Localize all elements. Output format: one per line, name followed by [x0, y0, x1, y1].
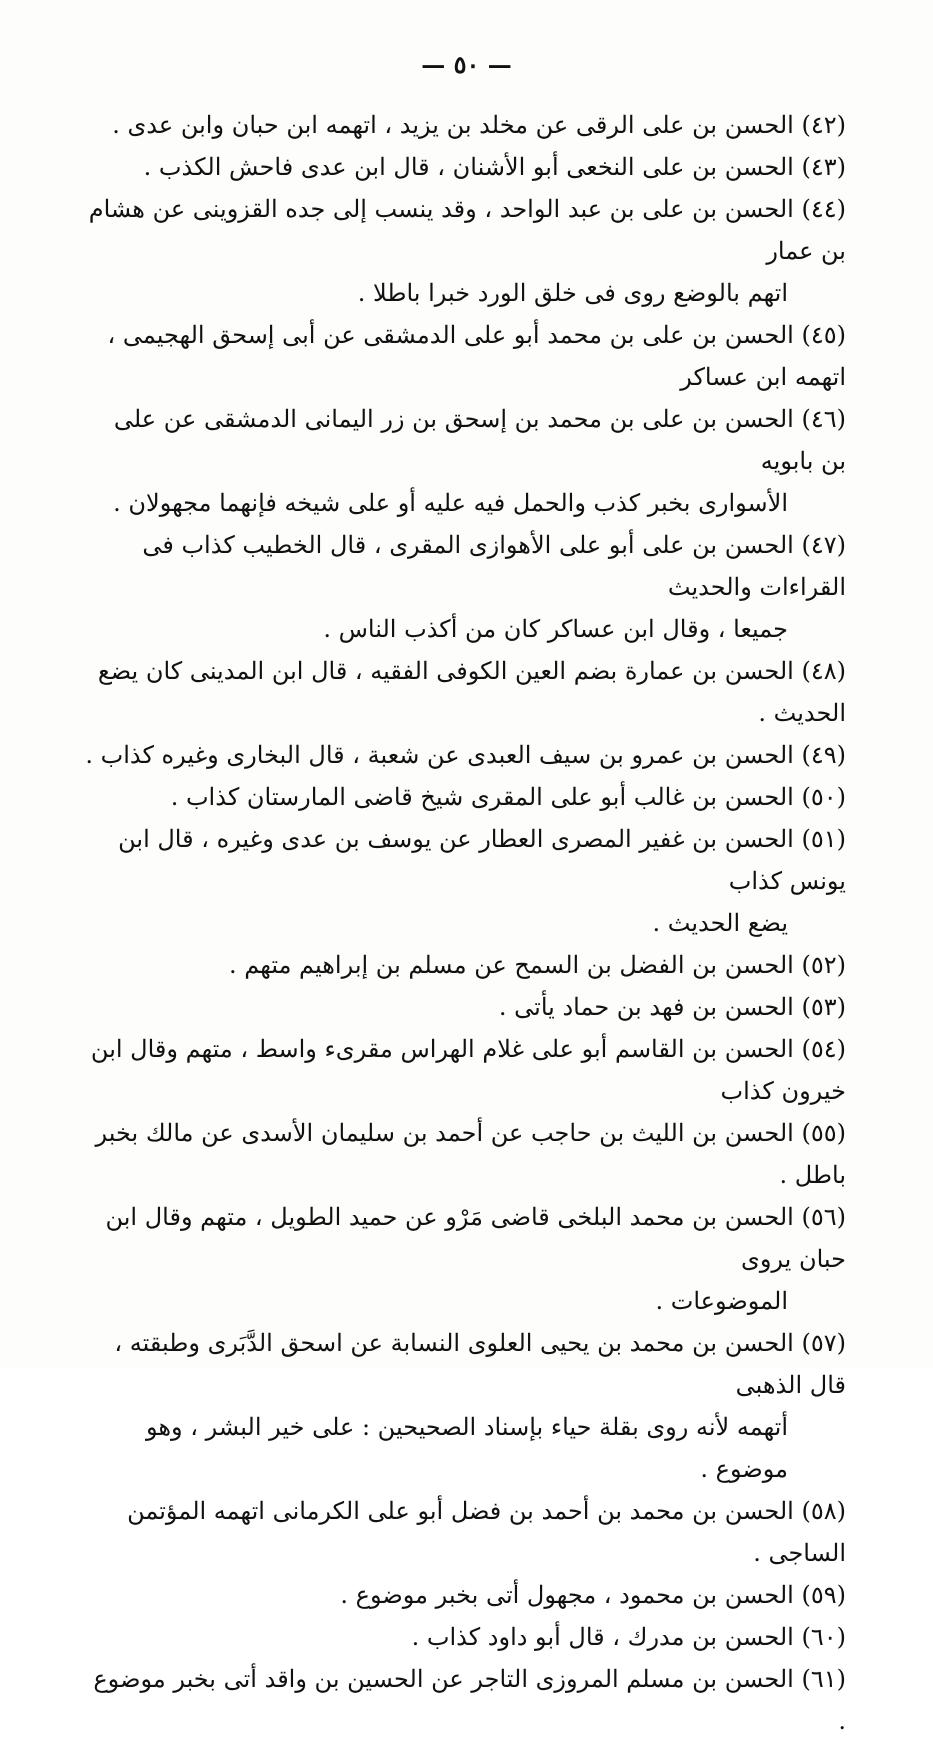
entry-line: (٥٦) الحسن بن محمد البلخى قاضى مَرْو عن حميد الطويل ، متهم وقال ابن حبان يروى: [105, 1203, 846, 1273]
entry-line: (٥٥) الحسن بن الليث بن حاجب عن أحمد بن سليمان الأسدى عن مالك بخبر باطل .: [95, 1119, 846, 1189]
entry-50: [84, 776, 846, 818]
entry-line: (٥٣) الحسن بن فهد بن حماد يأتى .: [498, 993, 846, 1021]
entry-61: [84, 1658, 846, 1742]
entry-line: (٤٥) الحسن بن على بن محمد أبو على الدمشقى عن أبى إسحق الهجيمى ، اتهمه ابن عساكر: [107, 321, 846, 391]
entry-continuation: الموضوعات .: [655, 1287, 788, 1315]
entry-45: [84, 314, 846, 398]
entry-continuation: الأسوارى بخبر كذب والحمل فيه عليه أو على شيخه فإنهما مجهولان .: [113, 489, 788, 517]
entry-continuation: جميعا ، وقال ابن عساكر كان من أكذب الناس .: [323, 615, 788, 643]
entry-60: [84, 1616, 846, 1658]
entry-line: (٥٤) الحسن بن القاسم أبو على غلام الهراس مقرىء واسط ، متهم وقال ابن خيرون كذاب: [90, 1035, 846, 1105]
entry-58: [84, 1490, 846, 1574]
entry-line: (٤٨) الحسن بن عمارة بضم العين الكوفى الفقيه ، قال ابن المدينى كان يضع الحديث .: [97, 657, 846, 727]
entry-54: [84, 1028, 846, 1112]
entry-line: (٤٧) الحسن بن على أبو على الأهوازى المقرى ، قال الخطيب كذاب فى القراءات والحديث: [142, 531, 846, 601]
entry-line: (٤٢) الحسن بن على الرقى عن مخلد بن يزيد ، اتهمه ابن حبان وابن عدى .: [112, 111, 846, 139]
entry-55: [84, 1112, 846, 1196]
entry-59: [84, 1574, 846, 1616]
entry-49: [84, 734, 846, 776]
entry-53: [84, 986, 846, 1028]
entry-line: (٤٦) الحسن بن على بن محمد بن إسحق بن زر اليمانى الدمشقى عن على بن بابويه: [113, 405, 846, 475]
entry-line: (٥٨) الحسن بن محمد بن أحمد بن فضل أبو على الكرمانى اتهمه المؤتمن الساجى .: [127, 1497, 846, 1567]
entry-48: [84, 650, 846, 734]
entries-list: [84, 104, 846, 1742]
entry-continuation: اتهم بالوضع روى فى خلق الورد خبرا باطلا .: [357, 279, 788, 307]
entry-continuation: أتهمه لأنه روى بقلة حياء بإسناد الصحيحين : على خير البشر ، وهو موضوع .: [145, 1413, 788, 1483]
entry-line: (٦٠) الحسن بن مدرك ، قال أبو داود كذاب .: [411, 1623, 846, 1651]
entry-47: [84, 524, 846, 650]
entry-44: [84, 188, 846, 314]
entry-51: [84, 818, 846, 944]
entry-line: (٥٢) الحسن بن الفضل بن السمح عن مسلم بن إبراهيم متهم .: [229, 951, 846, 979]
entry-56: [84, 1196, 846, 1322]
entry-57: [84, 1322, 846, 1490]
entry-52: [84, 944, 846, 986]
entry-line: (٥١) الحسن بن غفير المصرى العطار عن يوسف بن عدى وغيره ، قال ابن يونس كذاب: [118, 825, 846, 895]
entry-line: (٦١) الحسن بن مسلم المروزى التاجر عن الحسين بن واقد أتى بخبر موضوع .: [93, 1665, 846, 1735]
entry-42: [84, 104, 846, 146]
entry-line: (٤٩) الحسن بن عمرو بن سيف العبدى عن شعبة ، قال البخارى وغيره كذاب .: [85, 741, 846, 769]
entry-line: (٤٣) الحسن بن على النخعى أبو الأشنان ، قال ابن عدى فاحش الكذب .: [143, 153, 846, 181]
entry-43: [84, 146, 846, 188]
entry-continuation: يضع الحديث .: [652, 909, 788, 937]
entry-line: (٤٤) الحسن بن على بن عبد الواحد ، وقد ينسب إلى جده القزوينى عن هشام بن عمار: [88, 195, 846, 265]
entry-46: [84, 398, 846, 524]
entry-line: (٥٩) الحسن بن محمود ، مجهول أتى بخبر موضوع .: [340, 1581, 846, 1609]
page-number: — ٥٠ —: [421, 50, 512, 79]
entry-line: (٥٠) الحسن بن غالب أبو على المقرى شيخ قاضى المارستان كذاب .: [170, 783, 846, 811]
entry-line: (٥٧) الحسن بن محمد بن يحيى العلوى النسابة عن اسحق الدَّبَرى وطبقته ، قال الذهبى: [114, 1329, 846, 1399]
